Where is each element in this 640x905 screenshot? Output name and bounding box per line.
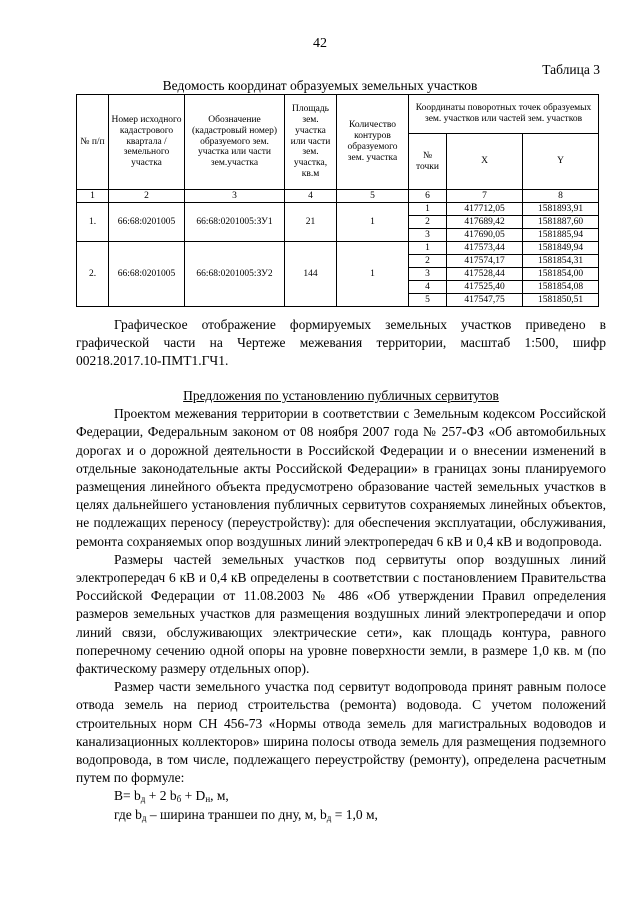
- col-number: 7: [447, 190, 523, 203]
- row-num: 2.: [77, 242, 109, 307]
- point-number: 3: [409, 268, 447, 281]
- row-area: 21: [285, 203, 337, 242]
- table-row: [77, 203, 599, 216]
- row-contours: 1: [337, 203, 409, 242]
- header-designation: Обозначение (кадастровый номер) образуемого зем. участка или части зем.участка: [185, 95, 285, 190]
- point-x: 417689,42: [447, 216, 523, 229]
- coordinates-table: [76, 94, 599, 307]
- section-heading: Предложения по установлению публичных сервитутов: [183, 388, 499, 403]
- point-number: 1: [409, 203, 447, 216]
- page-number: 42: [313, 36, 327, 51]
- graphic-paragraph-block: [76, 316, 606, 371]
- col-number: 1: [77, 190, 109, 203]
- row-designation: 66:68:0201005:ЗУ1: [185, 203, 285, 242]
- point-y: 1581893,91: [523, 203, 599, 216]
- point-number: 5: [409, 294, 447, 307]
- servitude-section: [76, 387, 606, 824]
- point-x: 417712,05: [447, 203, 523, 216]
- paragraph-1: Проектом межевания территории в соответствии с Земельным кодексом Российской Федерации, Федеральным законом от 08 ноября 2007 года № 257-ФЗ «Об автомобильных дорогах и о дорожной деятельности в Российской Федерации и о внесении изменений в отдельные законодательные акты Российской Федерации» в границах зоны планируемого размещения линейного объекта предусмотрено образование частей земельных участков в целях дальнейшего установления публичных сервитутов сохраняемых линейных объектов, не подлежащих переносу (переустройству): для обеспечения эксплуатации, обслуживания, ремонта сохраняемых опор воздушных линий электропередач 6 кВ и 0,4 кВ и водопровода.: [76, 406, 606, 549]
- header-point: № точки: [409, 134, 447, 190]
- row-designation: 66:68:0201005:ЗУ2: [185, 242, 285, 307]
- point-y: 1581849,94: [523, 242, 599, 255]
- header-y: Y: [523, 134, 599, 190]
- point-x: 417547,75: [447, 294, 523, 307]
- table-label: Таблица 3: [542, 62, 600, 77]
- formula: $B= b_д + 2$ $b_б + D_н$, м,: [114, 788, 229, 805]
- row-block: 66:68:0201005: [109, 242, 185, 307]
- point-number: 3: [409, 229, 447, 242]
- point-y: 1581885,94: [523, 229, 599, 242]
- point-y: 1581850,51: [523, 294, 599, 307]
- formula-where: где $b_д$ – ширина траншеи по дну, м, $b_д = 1,0$ м,: [114, 806, 378, 823]
- graphic-paragraph: Графическое отображение формируемых земельных участков приведено в графической части на Чертеже межевания территории, масштаб 1:500, шифр 00218.2017.10-ПМТ1.ГЧ1.: [76, 317, 606, 369]
- col-number: 3: [185, 190, 285, 203]
- point-x: 417528,44: [447, 268, 523, 281]
- header-cadastral-block: Номер исходного кадастрового квартала / земельного участка: [109, 95, 185, 190]
- point-y: 1581887,60: [523, 216, 599, 229]
- point-x: 417573,44: [447, 242, 523, 255]
- header-num: № п/п: [77, 95, 109, 190]
- paragraph-3: Размер части земельного участка под сервитут водопровода принят равным полосе отвода земель на период строительства (ремонта) водовода. С учетом положений строительных норм СН 456-73 «Нормы отвода земель для магистральных водоводов и канализационных коллекторов» ширина полосы отвода земель для размещения подземного водопровода, в том числе, подлежащего переустройству (ремонту), определена расчетным путем по формуле:: [76, 679, 606, 786]
- paragraph-2: Размеры частей земельных участков под сервитуты опор воздушных линий электропередач 6 кВ и 0,4 кВ определены в соответствии с постановлением Правительства Российской Федерации от 11.08.2003 № 486 «Об утверждении Правил определения размеров земельных участков для размещения воздушных линий электропередачи и опор линий связи, обслуживающих электрические сети», как площадь контура, равного поперечному сечению одной опоры на уровне поверхности земли, в размере 1,0 кв. м (по фактическому размеру отдельных опор).: [76, 551, 606, 677]
- table-title: Ведомость координат образуемых земельных участков: [162, 78, 478, 93]
- point-x: 417574,17: [447, 255, 523, 268]
- col-number: 2: [109, 190, 185, 203]
- table-row: [77, 242, 599, 255]
- point-number: 2: [409, 255, 447, 268]
- point-y: 1581854,00: [523, 268, 599, 281]
- point-number: 1: [409, 242, 447, 255]
- point-x: 417690,05: [447, 229, 523, 242]
- col-number: 6: [409, 190, 447, 203]
- col-number: 8: [523, 190, 599, 203]
- point-y: 1581854,31: [523, 255, 599, 268]
- point-y: 1581854,08: [523, 281, 599, 294]
- header-area: Площадь зем. участка или части зем. участка, кв.м: [285, 95, 337, 190]
- header-coords-group: Координаты поворотных точек образуемых зем. участков или частей зем. участков: [409, 95, 599, 134]
- header-contours: Количество контуров образуемого зем. участка: [337, 95, 409, 190]
- header-x: X: [447, 134, 523, 190]
- point-number: 2: [409, 216, 447, 229]
- row-area: 144: [285, 242, 337, 307]
- column-numbers-row: [77, 190, 599, 203]
- row-num: 1.: [77, 203, 109, 242]
- col-number: 4: [285, 190, 337, 203]
- row-contours: 1: [337, 242, 409, 307]
- row-block: 66:68:0201005: [109, 203, 185, 242]
- point-number: 4: [409, 281, 447, 294]
- point-x: 417525,40: [447, 281, 523, 294]
- col-number: 5: [337, 190, 409, 203]
